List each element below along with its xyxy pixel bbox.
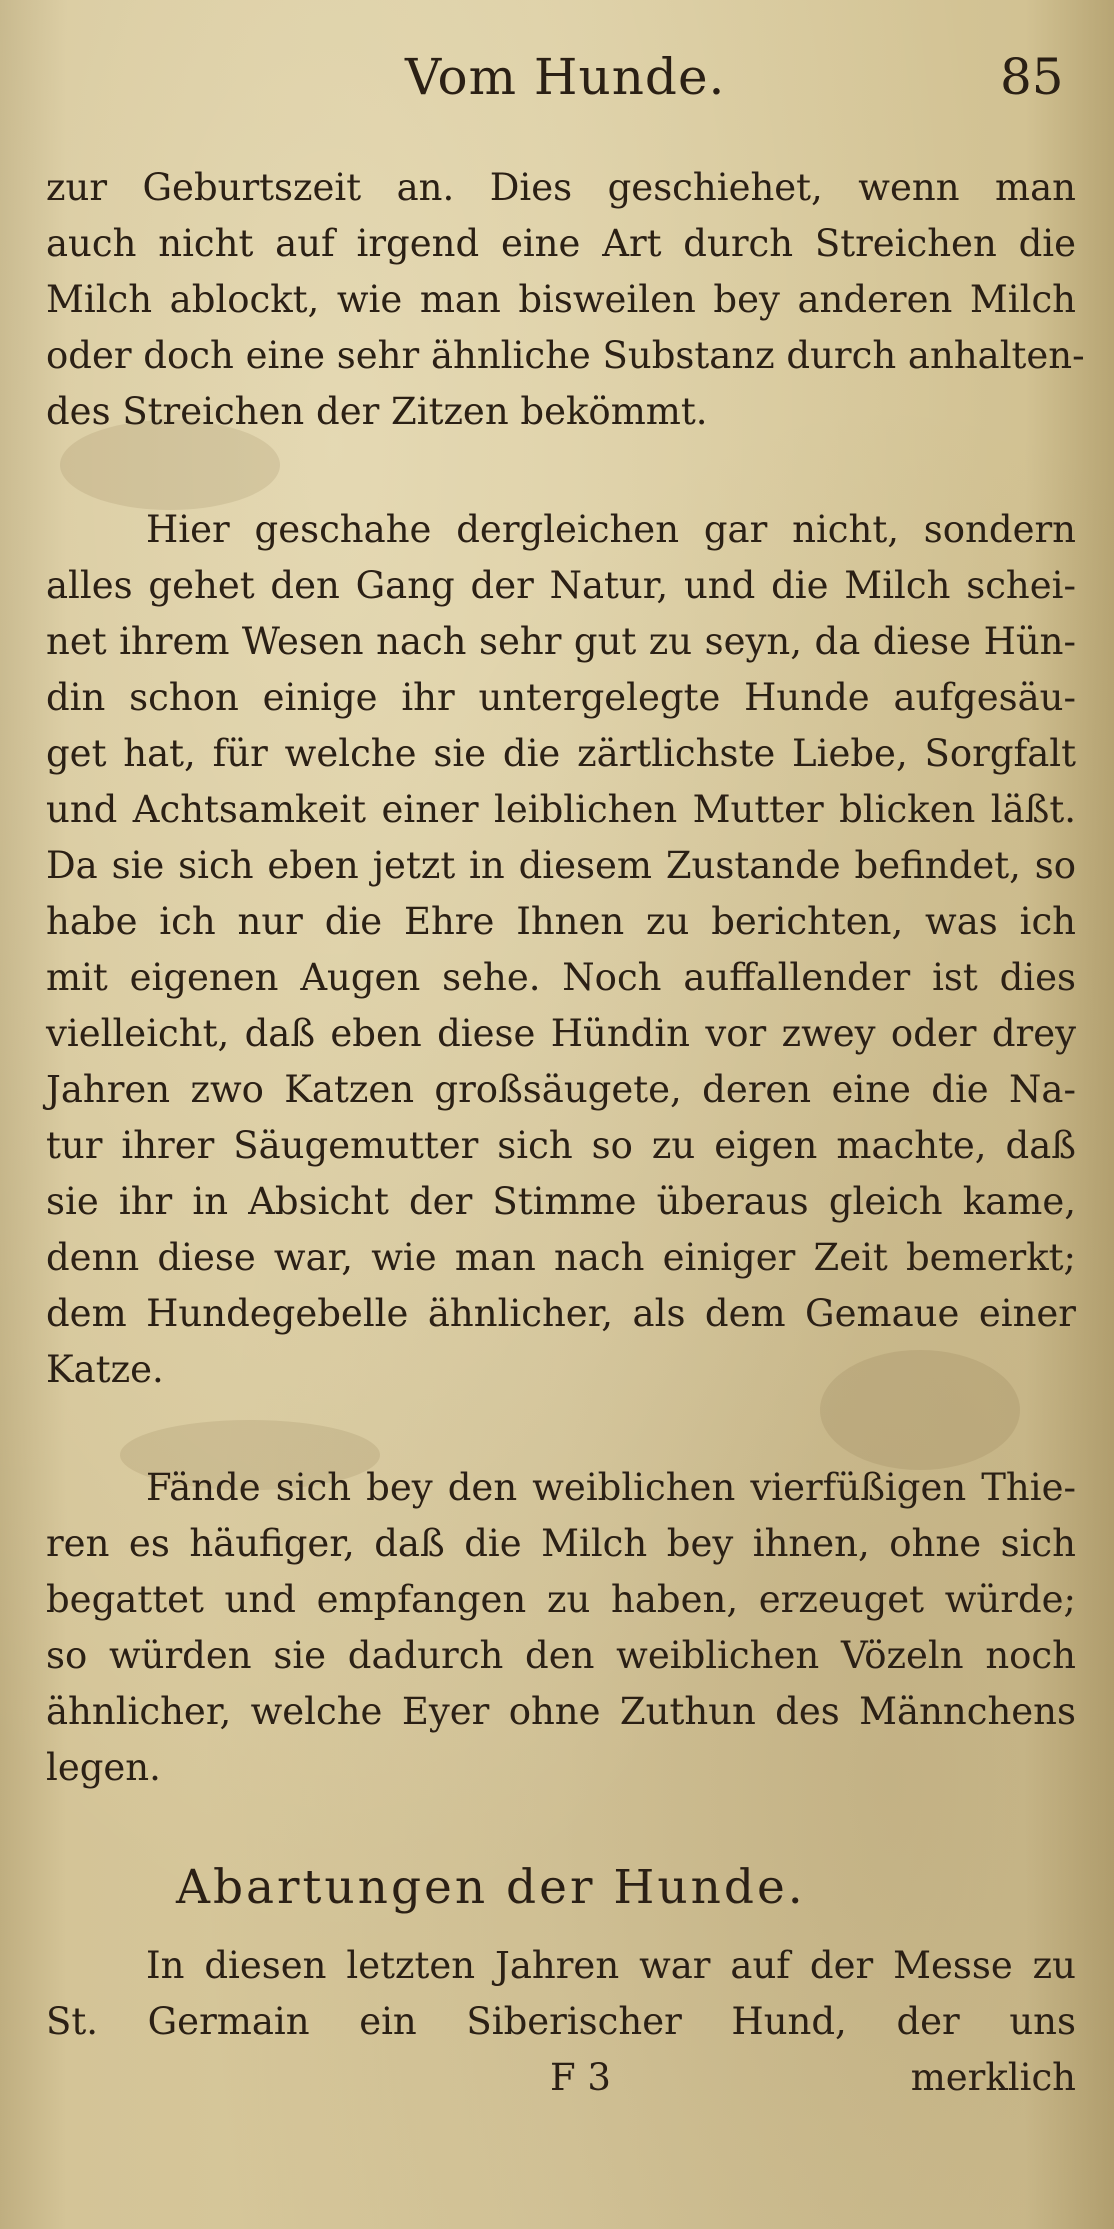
page-number: 85: [1000, 48, 1064, 106]
text-line: begattet und empfangen zu haben, erzeuget würde;: [46, 1578, 1076, 1621]
catchword: merklich: [910, 2056, 1076, 2099]
text-line: In diesen letzten Jahren war auf der Messe zu: [146, 1944, 1076, 1987]
text-line: denn diese war, wie man nach einiger Zeit bemerkt;: [46, 1236, 1076, 1279]
text-line: Da sie sich eben jetzt in diesem Zustande befindet, so: [46, 844, 1076, 887]
text-line: Hier geschahe dergleichen gar nicht, sondern: [146, 508, 1076, 551]
text-line: Jahren zwo Katzen großsäugete, deren eine die Na-: [46, 1068, 1076, 1111]
text-line: ren es häufiger, daß die Milch bey ihnen, ohne sich: [46, 1522, 1076, 1565]
text-line: Milch ablockt, wie man bisweilen bey anderen Milch: [46, 278, 1076, 321]
text-line: Fände sich bey den weiblichen vierfüßigen Thie-: [146, 1466, 1076, 1509]
text-line: Katze.: [46, 1348, 164, 1391]
running-title: Vom Hunde.: [405, 48, 726, 106]
text-line: St. Germain ein Siberischer Hund, der uns: [46, 2000, 1076, 2043]
page-header: [0, 40, 1114, 120]
paragraph: [46, 502, 1076, 1398]
text-line: vielleicht, daß eben diese Hündin vor zwey oder drey: [46, 1012, 1076, 1055]
section-heading: Abartungen der Hunde.: [176, 1860, 806, 1915]
text-line: tur ihrer Säugemutter sich so zu eigen machte, daß: [46, 1124, 1076, 1167]
text-line: ähnlicher, welche Eyer ohne Zuthun des Männchens: [46, 1690, 1076, 1733]
signature-mark: F 3: [550, 2056, 611, 2099]
paragraph: [46, 160, 1085, 440]
text-line: habe ich nur die Ehre Ihnen zu berichten, was ich: [46, 900, 1076, 943]
text-line: und Achtsamkeit einer leiblichen Mutter blicken läßt.: [46, 788, 1076, 831]
text-line: zur Geburtszeit an. Dies geschiehet, wenn man: [46, 166, 1076, 209]
text-line: get hat, für welche sie die zärtlichste Liebe, Sorgfalt: [46, 732, 1076, 775]
text-line: net ihrem Wesen nach sehr gut zu seyn, da diese Hün-: [46, 620, 1076, 663]
page-footer: [46, 2050, 1076, 2106]
text-line: oder doch eine sehr ähnliche Substanz durch anhalten-: [46, 334, 1085, 377]
text-line: auch nicht auf irgend eine Art durch Streichen die: [46, 222, 1076, 265]
text-line: sie ihr in Absicht der Stimme überaus gleich kame,: [46, 1180, 1076, 1223]
text-line: so würden sie dadurch den weiblichen Vözeln noch: [46, 1634, 1076, 1677]
text-line: dem Hundegebelle ähnlicher, als dem Gemaue einer: [46, 1292, 1076, 1335]
text-line: mit eigenen Augen sehe. Noch auffallender ist dies: [46, 956, 1076, 999]
text-line: din schon einige ihr untergelegte Hunde aufgesäu-: [46, 676, 1076, 719]
paragraph: [46, 1460, 1076, 1796]
text-line: alles gehet den Gang der Natur, und die Milch schei-: [46, 564, 1076, 607]
text-line: des Streichen der Zitzen bekömmt.: [46, 390, 708, 433]
text-line: legen.: [46, 1746, 161, 1789]
body-text: [46, 160, 1085, 2050]
